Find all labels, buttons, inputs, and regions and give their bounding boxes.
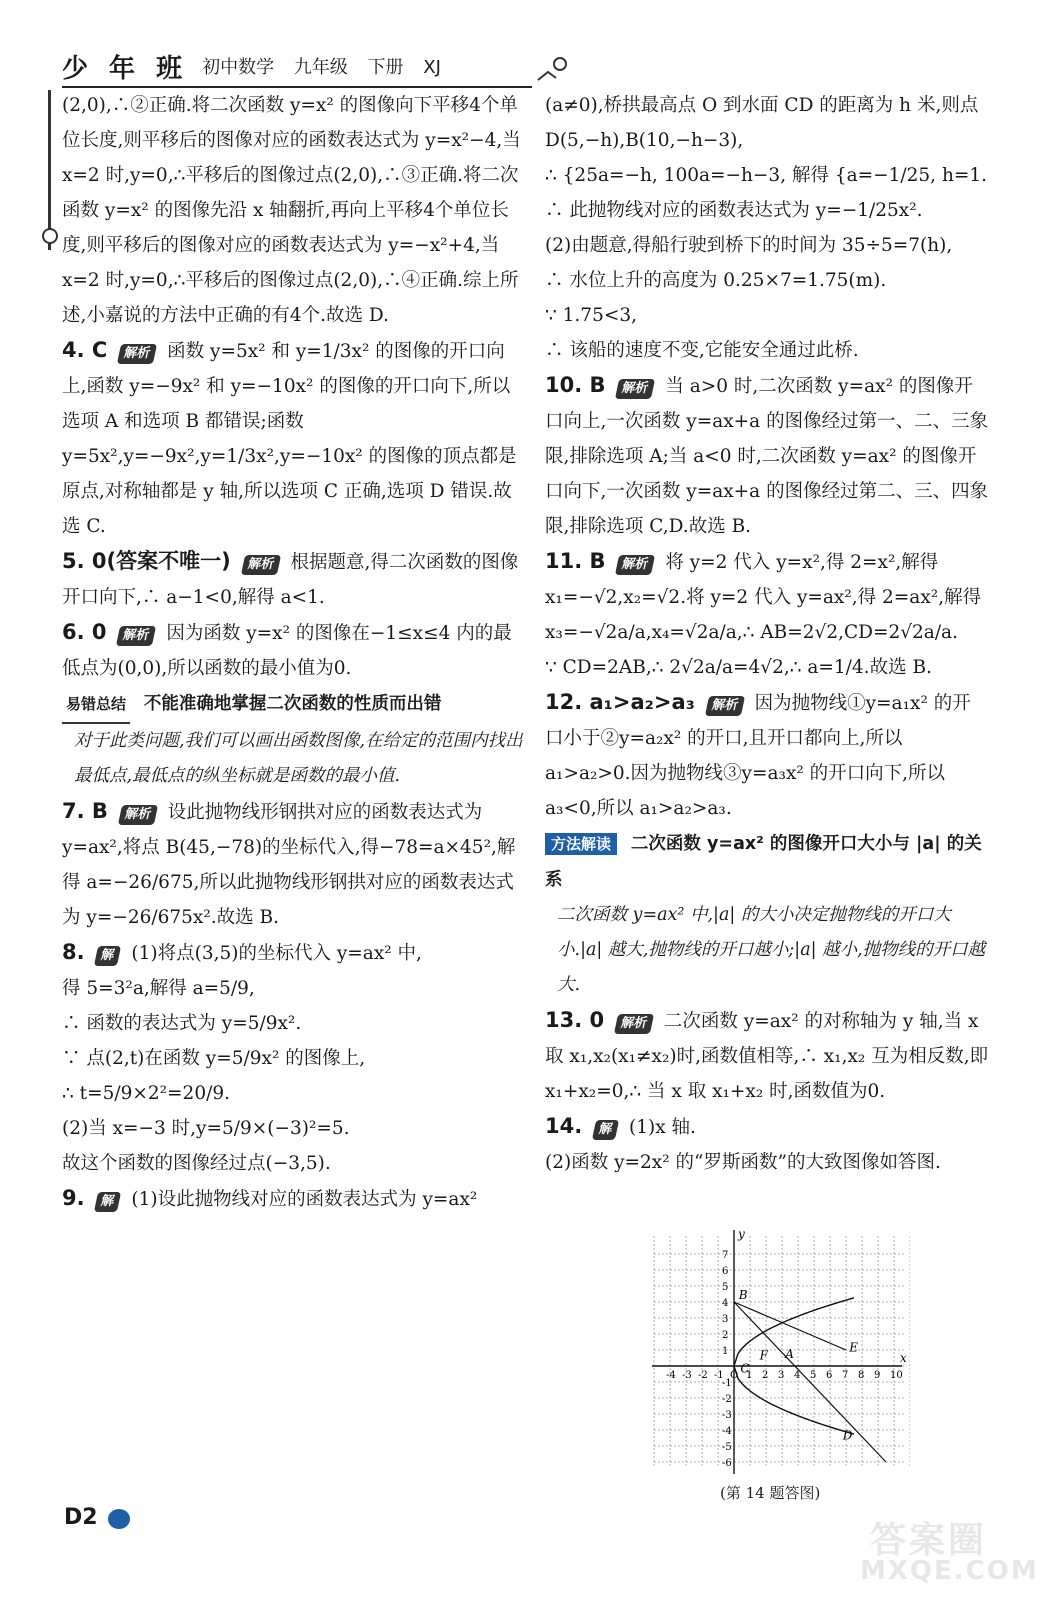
analysis-tag: 解析 — [116, 626, 156, 646]
y-axis-label: y — [738, 1228, 745, 1241]
answer-line: ∴ t=5/9×2²=20/9. — [62, 1083, 230, 1104]
answer-text: (1)设此抛物线对应的函数表达式为 y=ax² — [131, 1189, 478, 1210]
question-number: 5. 0(答案不唯一) — [62, 549, 231, 573]
x-tick-label: 8 — [858, 1370, 865, 1381]
y-tick-label: 5 — [722, 1282, 729, 1293]
question-number: 9. — [62, 1186, 85, 1210]
x-tick-label: 10 — [890, 1370, 903, 1381]
page-badge-icon — [108, 1509, 130, 1529]
answer-line: ∴ 水位上升的高度为 0.25×7=1.75(m). — [545, 270, 887, 291]
answer-line: ∴ 函数的表达式为 y=5/9x². — [62, 1013, 302, 1034]
answer-figure-graph — [650, 1228, 910, 1476]
question-number: 6. 0 — [62, 620, 107, 644]
binder-ring-icon — [42, 228, 58, 244]
solution-tag: 解 — [592, 1120, 619, 1140]
analysis-tag: 解析 — [240, 555, 280, 575]
answer-line: 得 5=3²a,解得 a=5/9, — [62, 978, 255, 999]
answer-line: (2)由题意,得船行驶到桥下的时间为 35÷5=7(h), — [545, 235, 953, 256]
x-tick-label: 1 — [746, 1370, 753, 1381]
x-tick-label: 7 — [842, 1370, 849, 1381]
x-tick-label: 9 — [874, 1370, 881, 1381]
right-column — [545, 88, 989, 1180]
y-tick-label: -6 — [722, 1458, 732, 1469]
y-tick-label: -2 — [722, 1394, 732, 1405]
y-tick-label: 1 — [722, 1346, 729, 1357]
analysis-tag: 解析 — [615, 555, 655, 575]
page-header — [62, 46, 532, 88]
subject-line: 初中数学 九年级 下册 XJ — [202, 57, 441, 78]
upper-curve — [734, 1298, 854, 1366]
point-label: C — [740, 1361, 750, 1376]
watermark-url: MXQE.COM — [860, 1556, 1039, 1586]
answer-q13 — [545, 1003, 989, 1109]
y-tick-label: 4 — [722, 1298, 729, 1309]
reader-icon — [536, 54, 570, 84]
answer-text: 当 a>0 时,二次函数 y=ax² 的图像开口向上,一次函数 y=ax+a 的图像经过第一、二、三象限,排除选项 A;当 a<0 时,二次函数 y=ax² 的图像开口向下,一次函数 y=ax+a 的图像经过第二、三、四象限,排除选项 C,D.故选 B. — [545, 376, 989, 537]
watermark-logo: 答案圈 — [870, 1520, 988, 1561]
answer-q7 — [62, 794, 524, 935]
analysis-tag: 解析 — [614, 1014, 654, 1034]
point-label: F — [759, 1348, 768, 1363]
question-number: 8. — [62, 940, 85, 964]
answer-text: 因为抛物线①y=a₁x² 的开口小于②y=a₂x² 的开口,且开口都向上,所以 a₁>a₂>0.因为抛物线③y=a₃x² 的开口向下,所以 a₃<0,所以 a₁>a₂>a₃. — [545, 693, 971, 819]
method-box — [545, 826, 989, 1003]
answer-line: ∴ {25a=−h, 100a=−h−3, 解得 {a=−1/25, h=1. — [545, 165, 988, 186]
answer-q8 — [62, 935, 524, 1181]
question-number: 4. C — [62, 338, 108, 362]
point-label: B — [738, 1287, 748, 1302]
answer-q5 — [62, 544, 524, 615]
answer-text: 函数 y=5x² 和 y=1/3x² 的图像的开口向上,函数 y=−9x² 和 y=−10x² 的图像的开口向下,所以选项 A 和选项 B 都错误;函数 y=5x²,y=−9x²,y=1/3x²,y=−10x² 的图像的顶点都是原点,对称轴都是 y 轴,所以选项 C 正确,选项 D 错误.故选 C. — [62, 341, 517, 537]
answer-q9 — [62, 1181, 524, 1217]
answer-q10 — [545, 368, 989, 544]
answer-q4 — [62, 333, 524, 544]
question-number: 14. — [545, 1114, 583, 1138]
analysis-tag: 解析 — [117, 344, 157, 364]
question-number: 12. a₁>a₂>a₃ — [545, 690, 695, 714]
binder-line — [48, 90, 51, 250]
y-tick-label: -5 — [722, 1442, 732, 1453]
line-be — [734, 1302, 846, 1350]
figure-caption: (第 14 题答图) — [720, 1484, 821, 1502]
point-label: E — [849, 1340, 858, 1355]
y-tick-label: 7 — [722, 1250, 729, 1261]
answer-line: (1)将点(3,5)的坐标代入 y=ax² 中, — [131, 943, 422, 964]
x-axis-label: x — [900, 1351, 907, 1365]
solution-tag: 解 — [94, 1192, 121, 1212]
y-tick-label: -3 — [722, 1410, 732, 1421]
point-label: D — [842, 1428, 853, 1443]
answer-line: 故这个函数的图像经过点(−3,5). — [62, 1153, 331, 1174]
answer-line: (1)x 轴. — [629, 1117, 696, 1138]
answer-q6 — [62, 615, 524, 686]
x-tick-label: -3 — [682, 1370, 692, 1381]
answer-line: ∵ 1.75<3, — [545, 305, 637, 326]
y-tick-label: 3 — [722, 1314, 729, 1325]
answer-line: ∴ 此抛物线对应的函数表达式为 y=−1/25x². — [545, 200, 923, 221]
common-mistake-box — [62, 686, 524, 794]
question-number: 13. 0 — [545, 1008, 605, 1032]
point-label: A — [785, 1347, 794, 1361]
analysis-tag: 解析 — [705, 696, 745, 716]
answer-text: 将 y=2 代入 y=x²,得 2=x²,解得 x₁=−√2,x₂=√2.将 y=2 代入 y=ax²,得 2=ax²,解得 x₃=−√2a/a,x₄=√2a/a,∴ AB=2√2,CD=2√2a/a. — [545, 552, 982, 643]
y-tick-label: -1 — [722, 1378, 732, 1389]
question-number: 11. B — [545, 549, 606, 573]
y-tick-label: -4 — [722, 1426, 732, 1437]
answer-text: ∵ CD=2AB,∴ 2√2a/a=4√2,∴ a=1/4.故选 B. — [545, 657, 932, 678]
answer-q12 — [545, 685, 989, 826]
method-body: 二次函数 y=ax² 中,|a| 的大小决定抛物线的开口大小.|a| 越大,抛物线的开口越小;|a| 越小,抛物线的开口越大. — [557, 905, 986, 995]
x-tick-label: 6 — [826, 1370, 833, 1381]
method-title: 二次函数 y=ax² 的图像开口大小与 |a| 的关系 — [545, 834, 982, 890]
x-tick-label: -1 — [714, 1370, 724, 1381]
analysis-tag: 解析 — [118, 805, 158, 825]
x-tick-label: 3 — [778, 1370, 785, 1381]
x-tick-label: O — [730, 1370, 739, 1381]
answer-text: 二次函数 y=ax² 的对称轴为 y 轴,当 x 取 x₁,x₂(x₁≠x₂)时,函数值相等,∴ x₁,x₂ 互为相反数,即 x₁+x₂=0,∴ 当 x 取 x₁+x₂ 时,函数值为0. — [545, 1011, 989, 1102]
question-number: 7. B — [62, 799, 108, 823]
page-number: D2 — [64, 1505, 98, 1530]
answer-line: (2)函数 y=2x² 的“罗斯函数”的大致图像如答图. — [545, 1152, 941, 1173]
answer-q3-continued: (2,0),∴②正确.将二次函数 y=x² 的图像向下平移4个单位长度,则平移后的图像对应的函数表达式为 y=x²−4,当 x=2 时,y=0,∴平移后的图像过点(2,0),∴③正确.将二次函数 y=x² 的图像先沿 x 轴翻折,再向上平移4个单位长度,则平移后的图像对应的函数表达式为 y=−x²+4,当 x=2 时,y=0,∴平移后的图像过点(2,0),∴④正确.综上所述,小嘉说的方法中正确的有4个.故选 D. — [62, 95, 521, 326]
x-tick-label: 2 — [762, 1370, 769, 1381]
answer-line: ∴ 该船的速度不变,它能安全通过此桥. — [545, 340, 859, 361]
answer-q11 — [545, 544, 989, 685]
answer-line: (a≠0),桥拱最高点 O 到水面 CD 的距离为 h 米,则点 D(5,−h),B(10,−h−3), — [545, 95, 979, 151]
left-column — [62, 88, 524, 1217]
y-tick-label: 2 — [722, 1330, 729, 1341]
analysis-tag: 解析 — [615, 379, 655, 399]
brand-title: 少 年 班 — [62, 53, 189, 84]
mistake-body: 对于此类问题,我们可以画出函数图像,在给定的范围内找出最低点,最低点的纵坐标就是函数的最小值. — [74, 731, 523, 786]
solution-tag: 解 — [94, 946, 121, 966]
answer-line: ∵ 点(2,t)在函数 y=5/9x² 的图像上, — [62, 1048, 366, 1069]
answer-text: 根据题意,得二次函数的图像开口向下,∴ a−1<0,解得 a<1. — [62, 552, 519, 608]
x-tick-label: -2 — [698, 1370, 708, 1381]
answer-line: (2)当 x=−3 时,y=5/9×(−3)²=5. — [62, 1118, 350, 1139]
x-tick-label: -4 — [666, 1370, 676, 1381]
mistake-title: 不能准确地掌握二次函数的性质而出错 — [143, 694, 442, 714]
y-tick-label: 6 — [722, 1266, 729, 1277]
answer-text: 因为函数 y=x² 的图像在−1≤x≤4 内的最低点为(0,0),所以函数的最小值为0. — [62, 623, 512, 679]
mistake-tag: 易错总结 — [62, 687, 130, 724]
method-tag: 方法解读 — [545, 833, 617, 855]
x-tick-label: 4 — [794, 1370, 801, 1381]
answer-text: 设此抛物线形钢拱对应的函数表达式为 y=ax²,将点 B(45,−78)的坐标代入,得−78=a×45²,解得 a=−26/675,所以此抛物线形钢拱对应的函数表达式为 y=−26/675x².故选 B. — [62, 802, 516, 928]
question-number: 10. B — [545, 373, 606, 397]
x-tick-label: 5 — [810, 1370, 817, 1381]
answer-q14 — [545, 1109, 989, 1180]
